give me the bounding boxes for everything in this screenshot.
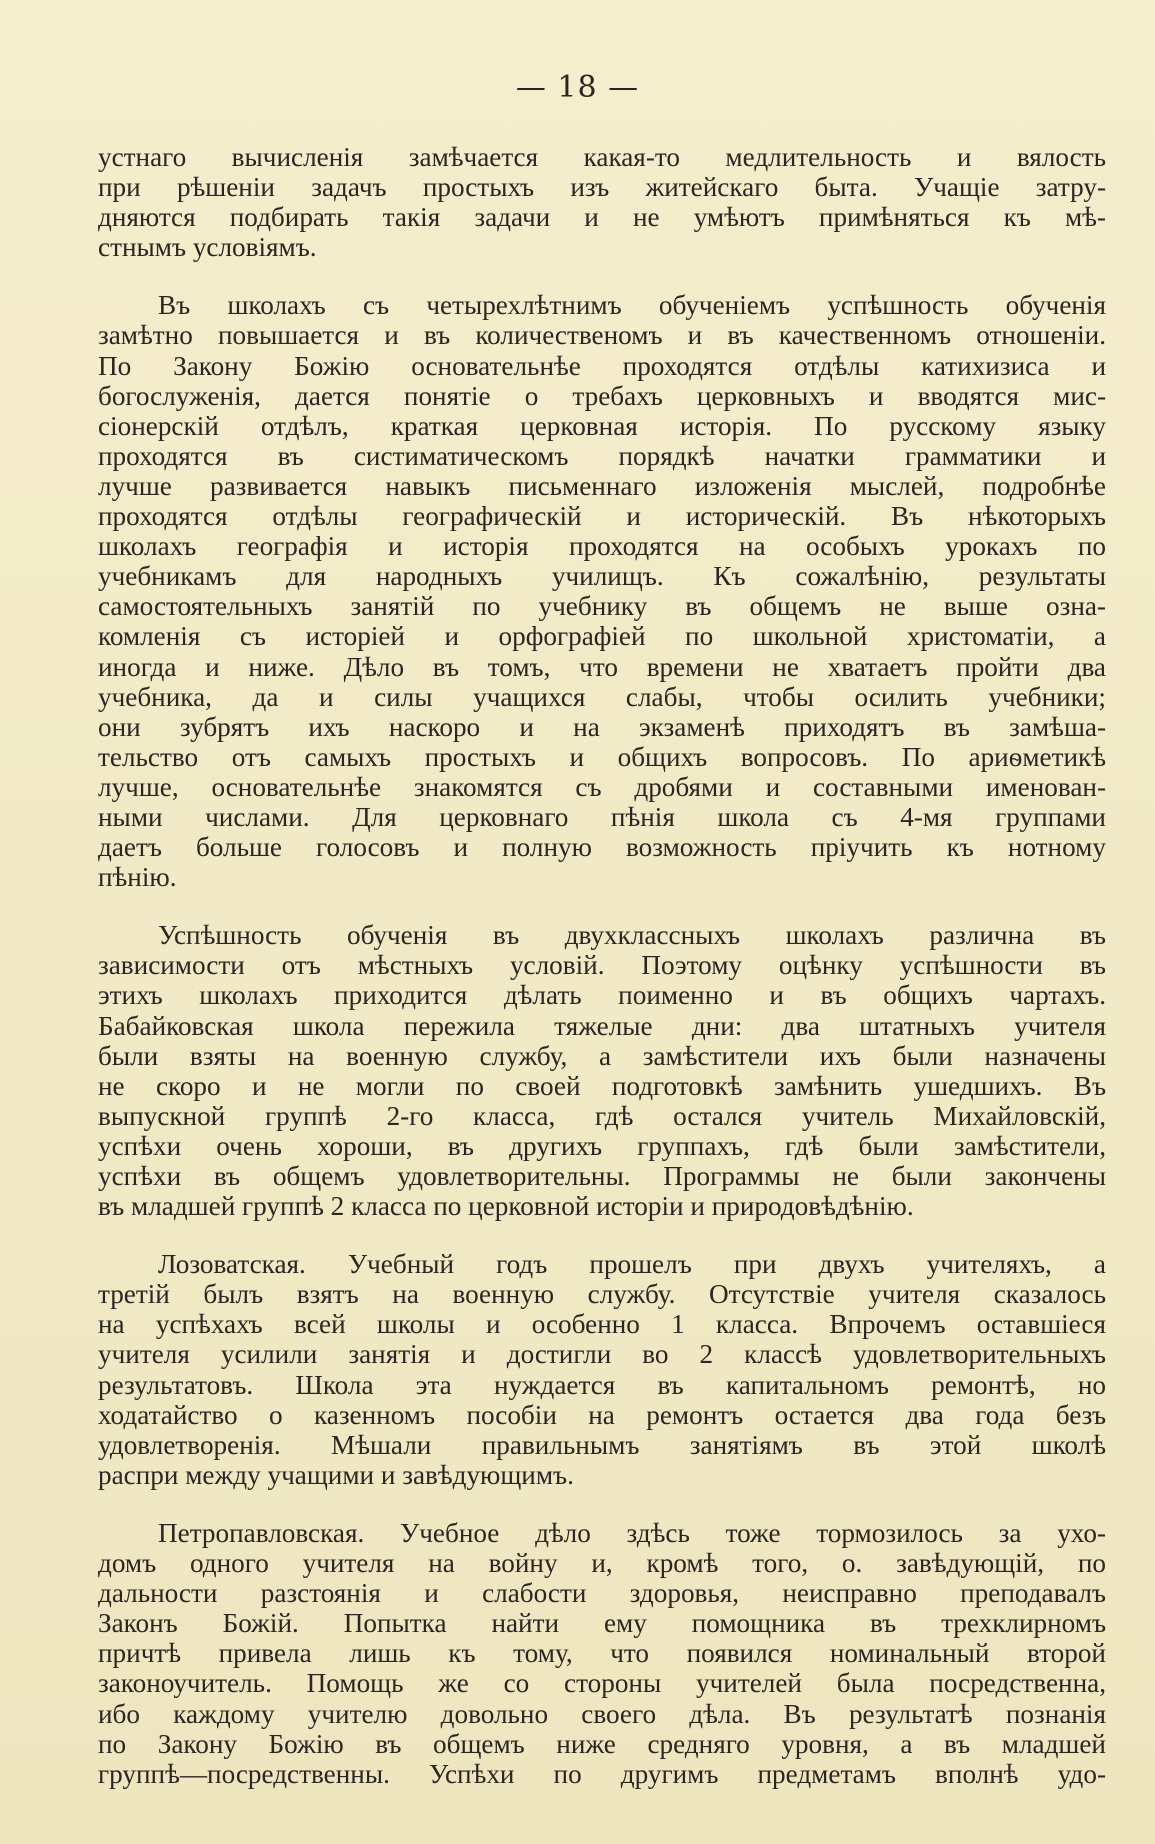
text-line: лучше, основательнѣе знакомятся съ дробями и составными именован-: [98, 771, 1106, 802]
paragraph-gap: [98, 262, 1106, 290]
text-line: не скоро и не могли по своей подготовкѣ замѣнить ушедшихъ. Въ: [98, 1070, 1106, 1101]
text-line: иногда и ниже. Дѣло въ томъ, что времени не хватаетъ пройти два: [98, 651, 1106, 682]
text-line: Бабайковская школа пережила тяжелые дни: два штатныхъ учителя: [98, 1010, 1106, 1041]
text-line: комленія съ исторіей и орфографіей по школьной христоматіи, а: [98, 621, 1106, 652]
text-line: при рѣшеніи задачъ простыхъ изъ житейскаго быта. Учащіе затру-: [98, 172, 1106, 203]
text-line: школахъ географія и исторія проходятся на особыхъ урокахъ по: [98, 531, 1106, 562]
text-line: удовлетворенія. Мѣшали правильнымъ занятіямъ въ этой школѣ: [98, 1429, 1106, 1460]
text-line: устнаго вычисленія замѣчается какая-то медлительность и вялость: [98, 142, 1106, 172]
text-line: группѣ—посредственны. Успѣхи по другимъ предметамъ вполнѣ удо-: [98, 1758, 1106, 1789]
text-line: ными числами. Для церковнаго пѣнія школа съ 4-мя группами: [98, 801, 1106, 832]
text-line: Успѣшность обученія въ двухклассныхъ школахъ различна въ: [158, 920, 1106, 951]
text-line: По Закону Божію основательнѣе проходятся отдѣлы катихизиса и: [98, 350, 1106, 381]
text-line: ходатайство о казенномъ пособіи на ремонтъ остается два года безъ: [98, 1399, 1106, 1430]
text-line: причтѣ привела лишь къ тому, что появился номинальный второй: [98, 1638, 1106, 1669]
paragraph-5: [98, 1518, 1106, 1789]
text-line: выпускной группѣ 2-го класса, гдѣ остался учитель Михайловскій,: [98, 1100, 1106, 1131]
text-line: въ младшей группѣ 2 класса по церковной исторіи и природовѣдѣнію.: [98, 1191, 914, 1222]
text-line: Лозоватская. Учебный годъ прошелъ при двухъ учителяхъ, а: [158, 1249, 1106, 1280]
paragraph-gap: [98, 1221, 1106, 1249]
text-line: успѣхи въ общемъ удовлетворительны. Программы не были закончены: [98, 1161, 1106, 1191]
paragraph-gap: [98, 892, 1106, 920]
text-line: проходятся отдѣлы географическій и историческій. Въ нѣкоторыхъ: [98, 501, 1106, 532]
text-line: учителя усилили занятія и достигли во 2 классѣ удовлетворительныхъ: [98, 1339, 1106, 1370]
text-line: законоучитель. Помощь же со стороны учителей была посредственна,: [98, 1668, 1106, 1699]
page-number: — 18 —: [515, 70, 640, 105]
text-line: проходятся въ систиматическомъ порядкѣ начатки грамматики и: [98, 440, 1106, 471]
text-line: богослуженія, дается понятіе о требахъ церковныхъ и вводятся мис-: [98, 380, 1106, 411]
text-line: даетъ больше голосовъ и полную возможность пріучить къ нотному: [98, 832, 1106, 863]
text-line: этихъ школахъ приходится дѣлать поименно и въ общихъ чартахъ.: [98, 980, 1106, 1011]
paragraph-3: [98, 920, 1106, 1221]
text-line: третій былъ взятъ на военную службу. Отсутствіе учителя сказалось: [98, 1279, 1106, 1310]
text-line: успѣхи очень хороши, въ другихъ группахъ, гдѣ были замѣстители,: [98, 1130, 1106, 1161]
text-line: самостоятельныхъ занятій по учебнику въ общемъ не выше озна-: [98, 591, 1106, 622]
text-line: тельство отъ самыхъ простыхъ и общихъ вопросовъ. По ариѳметикѣ: [98, 741, 1106, 772]
text-line: дняются подбирать такія задачи и не умѣютъ примѣняться къ мѣ-: [98, 202, 1106, 233]
text-body: [98, 142, 1106, 1789]
text-line: учебникамъ для народныхъ училищъ. Къ сожалѣнію, результаты: [98, 561, 1106, 592]
text-line: по Закону Божію въ общемъ ниже средняго уровня, а въ младшей: [98, 1728, 1106, 1759]
text-line: замѣтно повышается и въ количественомъ и въ качественномъ отношеніи.: [98, 320, 1106, 351]
text-line: дальности разстоянія и слабости здоровья, неисправно преподавалъ: [98, 1578, 1106, 1609]
text-line: лучше развивается навыкъ письменнаго изложенія мыслей, подробнѣе: [98, 470, 1106, 501]
paragraph-2: [98, 290, 1106, 892]
text-line: домъ одного учителя на войну и, кромѣ того, о. завѣдующій, по: [98, 1548, 1106, 1579]
paragraph-gap: [98, 1490, 1106, 1518]
text-line: учебника, да и силы учащихся слабы, чтобы осилить учебники;: [98, 681, 1106, 712]
text-line: были взяты на военную службу, а замѣстители ихъ были назначены: [98, 1040, 1106, 1071]
text-line: сіонерскій отдѣлъ, краткая церковная исторія. По русскому языку: [98, 410, 1106, 441]
text-line: Въ школахъ съ четырехлѣтнимъ обученіемъ успѣшность обученія: [158, 290, 1106, 321]
text-line: на успѣхахъ всей школы и особенно 1 класса. Впрочемъ оставшіеся: [98, 1309, 1106, 1340]
text-line: зависимости отъ мѣстныхъ условій. Поэтому оцѣнку успѣшности въ: [98, 950, 1106, 981]
text-line: стнымъ условіямъ.: [98, 232, 317, 263]
paragraph-1: [98, 142, 1106, 262]
text-line: распри между учащими и завѣдующимъ.: [98, 1459, 574, 1490]
text-line: ибо каждому учителю довольно своего дѣла. Въ результатѣ познанія: [98, 1698, 1106, 1729]
text-line: Законъ Божій. Попытка найти ему помощника въ трехклирномъ: [98, 1608, 1106, 1639]
paragraph-4: [98, 1249, 1106, 1490]
text-line: пѣнію.: [98, 862, 177, 893]
text-line: они зубрятъ ихъ наскоро и на экзаменѣ приходятъ въ замѣша-: [98, 711, 1106, 742]
text-line: результатовъ. Школа эта нуждается въ капитальномъ ремонтѣ, но: [98, 1369, 1106, 1400]
text-line: Петропавловская. Учебное дѣло здѣсь тоже тормозилось за ухо-: [158, 1517, 1106, 1548]
